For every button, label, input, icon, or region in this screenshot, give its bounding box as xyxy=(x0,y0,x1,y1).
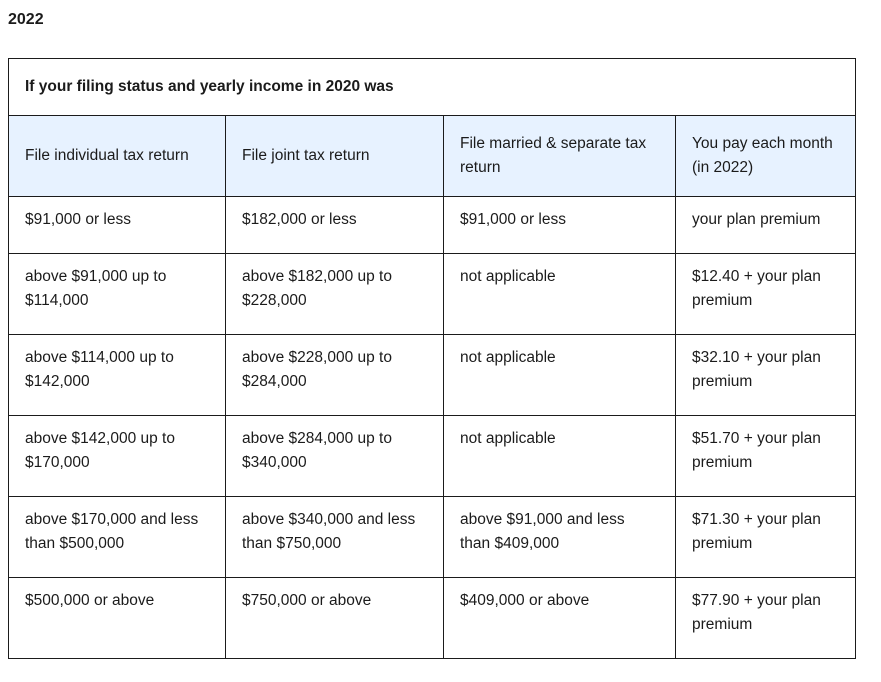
table-row xyxy=(9,497,856,578)
cell-text: not applicable xyxy=(460,349,556,366)
table-row xyxy=(9,254,856,335)
table-cell-married-separate xyxy=(444,197,676,254)
column-header-monthly-payment: You pay each month (in 2022) xyxy=(676,116,856,197)
table-cell-joint xyxy=(226,416,444,497)
table-cell-individual xyxy=(9,578,226,659)
cell-text: $409,000 or above xyxy=(460,592,590,609)
cell-text: $12.40 + your plan premium xyxy=(692,268,821,309)
table-cell-married-separate xyxy=(444,335,676,416)
cell-text: above $170,000 and less than $500,000 xyxy=(25,511,199,552)
table-row xyxy=(9,335,856,416)
table-cell-married-separate xyxy=(444,497,676,578)
year-heading: 2022 xyxy=(8,11,44,28)
table-cell-individual xyxy=(9,416,226,497)
table-cell-married-separate xyxy=(444,578,676,659)
cell-text: $32.10 + your plan premium xyxy=(692,349,821,390)
table-cell-individual xyxy=(9,197,226,254)
cell-text: above $142,000 up to $170,000 xyxy=(25,430,175,471)
table-cell-joint xyxy=(226,578,444,659)
cell-text: above $114,000 up to $142,000 xyxy=(25,349,174,390)
table-row xyxy=(9,578,856,659)
cell-text: above $340,000 and less than $750,000 xyxy=(242,511,416,552)
cell-text: above $228,000 up to $284,000 xyxy=(242,349,392,390)
table-cell-joint xyxy=(226,197,444,254)
cell-text: $182,000 or less xyxy=(242,211,357,228)
cell-text: your plan premium xyxy=(692,211,821,228)
table-caption: If your filing status and yearly income in 2020 was xyxy=(9,59,856,116)
table-cell-monthly-payment xyxy=(676,197,856,254)
table-cell-monthly-payment xyxy=(676,578,856,659)
table-row xyxy=(9,197,856,254)
cell-text: $91,000 or less xyxy=(460,211,566,228)
caption-row xyxy=(9,59,856,116)
table-cell-monthly-payment xyxy=(676,497,856,578)
cell-text: $91,000 or less xyxy=(25,211,131,228)
premium-table xyxy=(8,58,856,659)
cell-text: $51.70 + your plan premium xyxy=(692,430,821,471)
table-cell-married-separate xyxy=(444,416,676,497)
cell-text: $77.90 + your plan premium xyxy=(692,592,821,633)
cell-text: above $91,000 and less than $409,000 xyxy=(460,511,625,552)
table-cell-joint xyxy=(226,335,444,416)
cell-text: $750,000 or above xyxy=(242,592,372,609)
column-header-individual: File individual tax return xyxy=(9,116,226,197)
cell-text: above $91,000 up to $114,000 xyxy=(25,268,167,309)
table-body xyxy=(9,197,856,659)
table-row xyxy=(9,416,856,497)
table-cell-individual xyxy=(9,335,226,416)
table-cell-married-separate xyxy=(444,254,676,335)
table-cell-monthly-payment xyxy=(676,335,856,416)
cell-text: above $182,000 up to $228,000 xyxy=(242,268,392,309)
header-row xyxy=(9,116,856,197)
table-cell-individual xyxy=(9,497,226,578)
table-cell-monthly-payment xyxy=(676,254,856,335)
column-header-joint: File joint tax return xyxy=(226,116,444,197)
table-cell-monthly-payment xyxy=(676,416,856,497)
column-header-married-separate: File married & separate tax return xyxy=(444,116,676,197)
cell-text: not applicable xyxy=(460,268,556,285)
cell-text: above $284,000 up to $340,000 xyxy=(242,430,392,471)
table-cell-joint xyxy=(226,497,444,578)
cell-text: $71.30 + your plan premium xyxy=(692,511,821,552)
table-cell-individual xyxy=(9,254,226,335)
cell-text: $500,000 or above xyxy=(25,592,155,609)
table-cell-joint xyxy=(226,254,444,335)
cell-text: not applicable xyxy=(460,430,556,447)
